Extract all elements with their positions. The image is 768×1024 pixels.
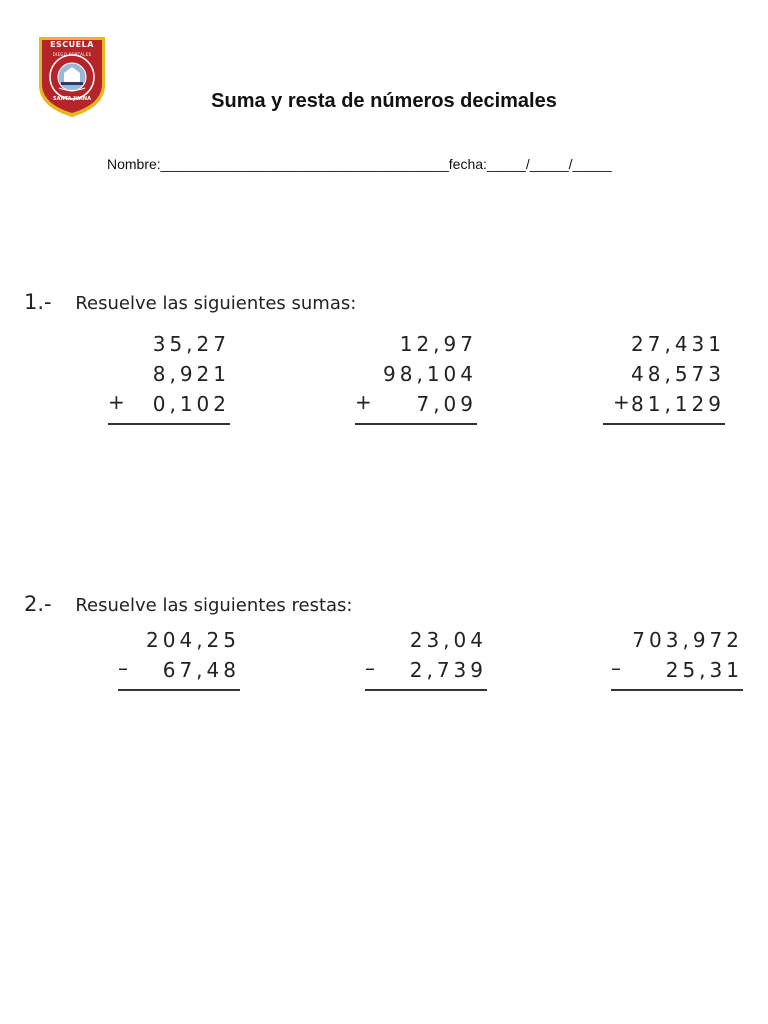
sum-1-row-2: 8,921 (152, 362, 230, 386)
plus-operator: + (108, 390, 125, 414)
sum-2-row-3 (355, 389, 477, 419)
exercise-2-instruction: Resuelve las siguientes restas: (75, 595, 353, 616)
exercise-1-heading (24, 290, 356, 314)
sub-3-row-2 (611, 655, 743, 685)
sum-1-row-3 (108, 389, 230, 419)
sum-1-answer-line[interactable] (108, 423, 230, 425)
subtraction-problem-3[interactable] (611, 625, 743, 691)
sum-3-row-1: 27,431 (631, 332, 725, 356)
sum-2-row-2: 98,104 (383, 362, 477, 386)
sub-1-answer-line[interactable] (118, 689, 240, 691)
sum-3-row-2: 48,573 (631, 362, 725, 386)
sum-2-answer-line[interactable] (355, 423, 477, 425)
sub-3-row-1: 703,972 (632, 628, 743, 652)
sum-2-row-1: 12,97 (399, 332, 477, 356)
sum-problem-2[interactable] (355, 329, 477, 425)
name-date-field[interactable]: Nombre:_____________________________________fecha:_____/_____/_____ (107, 156, 612, 172)
sub-1-row-1: 204,25 (146, 628, 240, 652)
exercise-2-number: 2.- (24, 592, 52, 616)
sub-2-answer-line[interactable] (365, 689, 487, 691)
minus-operator: – (365, 656, 375, 680)
sum-3-row-3-value: 81,129 (631, 392, 725, 416)
plus-operator: + (355, 390, 372, 414)
logo-top-text: ESCUELA (50, 40, 94, 49)
minus-operator: – (611, 656, 621, 680)
sub-1-row-2 (118, 655, 240, 685)
sum-problem-3[interactable] (603, 329, 725, 425)
subtraction-problem-1[interactable] (118, 625, 240, 691)
sub-1-row-2-value: 67,48 (162, 658, 240, 682)
sum-3-answer-line[interactable] (603, 423, 725, 425)
sum-3-row-3 (603, 389, 725, 419)
exercise-1-number: 1.- (24, 290, 52, 314)
logo-ring-text: DIEGO PORTALES (52, 52, 92, 57)
sum-1-row-1: 35,27 (152, 332, 230, 356)
exercise-1-instruction: Resuelve las siguientes sumas: (75, 293, 357, 314)
page-title: Suma y resta de números decimales (211, 90, 557, 112)
subtraction-problem-2[interactable] (365, 625, 487, 691)
sub-2-row-1: 23,04 (409, 628, 487, 652)
exercise-2-heading (24, 592, 353, 616)
sum-1-row-3-value: 0,102 (152, 392, 230, 416)
sub-3-answer-line[interactable] (611, 689, 743, 691)
logo-bottom-text: SANTA JUANA (53, 96, 91, 102)
sub-2-row-2-value: 2,739 (409, 658, 487, 682)
sub-3-row-2-value: 25,31 (665, 658, 743, 682)
sub-2-row-2 (365, 655, 487, 685)
minus-operator: – (118, 656, 128, 680)
sum-2-row-3-value: 7,09 (416, 392, 477, 416)
plus-operator: + (613, 390, 630, 414)
sum-problem-1[interactable] (108, 329, 230, 425)
